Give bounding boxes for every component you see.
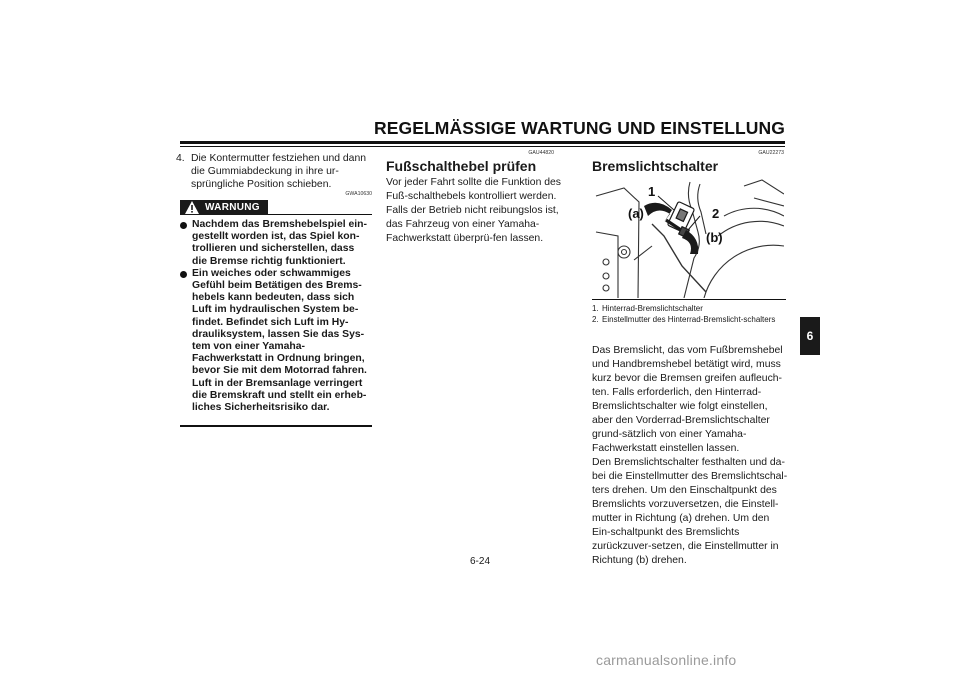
bullet-icon (180, 222, 187, 229)
step-text: Die Kontermutter festziehen und dann die Gummiabdeckung in ihre ur-sprüngliche Position schieben. (191, 153, 367, 190)
header-rule-thin (180, 146, 785, 147)
warning-list (180, 219, 372, 414)
caption-number: 1. (592, 304, 599, 313)
figure-caption (592, 315, 786, 326)
body-paragraph: Den Bremslichtschalter festhalten und da-bei die Einstellmutter des Bremslichtschal-ters drehen. Um den Einschaltpunkt des Bremslichts vorzuversetzen, die Einstell-mutter in Richtung (a) drehen. Um den Ein-schaltpunkt des Bremslichts zurückzuver-setzen, die Einstellmutter in Richtung (b) drehen. (592, 457, 788, 566)
warning-rule (268, 214, 372, 215)
caption-text: Einstellmutter des Hinterrad-Bremslicht-schalters (602, 314, 776, 324)
warning-code: GWA10630 (345, 191, 372, 197)
chapter-tab: 6 (800, 317, 820, 355)
section-code: GAU22273 (758, 150, 784, 156)
warning-end-rule (180, 425, 372, 427)
figure-label-1: 1 (648, 184, 656, 199)
warning-label: WARNUNG (205, 202, 260, 213)
figure-label-a: (a) (628, 206, 644, 221)
bullet-icon (180, 271, 187, 278)
figure-rule (592, 299, 786, 300)
figure-captions (592, 304, 786, 325)
page-number: 6-24 (469, 556, 490, 567)
rotation-arrow-a-icon (644, 203, 672, 222)
warning-item-text: Nachdem das Bremshebelspiel ein-gestellt worden ist, das Spiel kon-trollieren und sicherstellen, dass die Bremse richtig funktioniert. (192, 219, 367, 267)
figure-label-2: 2 (712, 206, 720, 221)
section-body-fussschalthebel: Vor jeder Fahrt sollte die Funktion des Fuß-schalthebels kontrolliert werden. Falls der Betrieb nicht reibungslos ist, das Fahrzeug von einer Yamaha-Fachwerkstatt überprü-fen lassen. (386, 177, 562, 244)
section-body-bremslichtschalter (592, 344, 788, 568)
warning-badge (180, 200, 268, 215)
step-number: 4. (176, 153, 185, 164)
figure-caption (592, 304, 786, 315)
body-paragraph: Das Bremslicht, das vom Fußbremshebel und Handbremshebel betätigt wird, muss kurz bevor die Bremsen greifen aufleuch-ten. Falls erforderlich, den Hinterrad-Bremslichtschalter wie folgt einstellen, aber den Vorderrad-Bremslichtschalter grund-sätzlich von einer Yamaha-Fachwerkstatt einstellen lassen. (592, 345, 783, 454)
figure-label-b: (b) (706, 230, 723, 245)
section-title-bremslichtschalter: Bremslichtschalter (592, 158, 719, 174)
warning-item (180, 268, 372, 414)
rotation-arrow-b-icon (682, 230, 698, 254)
procedure-step-4 (176, 152, 372, 191)
section-title-fussschalthebel: Fußschalthebel prüfen (386, 158, 537, 174)
page-header-title: REGELMÄSSIGE WARTUNG UND EINSTELLUNG (374, 118, 785, 138)
warning-triangle-icon (184, 200, 200, 215)
caption-number: 2. (592, 314, 599, 324)
warning-item-text: Ein weiches oder schwammiges Gefühl beim Betätigen des Brems-hebels kann bedeuten, dass sich Luft im hydraulischen System be-findet. Befindet sich Luft im Hy-drauliksystem, lassen Sie das Sys-tem von einer Yamaha-Fachwerkstatt in Ordnung bringen, bevor Sie mit dem Motorrad fahren. Luft in der Bremsanlage verringert die Bremskraft und stellt ein erheb-liches Sicherheitsrisiko dar. (192, 267, 367, 414)
watermark: carmanualsonline.info (596, 652, 737, 668)
caption-text: Hinterrad-Bremslichtschalter (602, 304, 703, 313)
section-code: GAU44820 (528, 150, 554, 156)
header-rule (180, 141, 785, 144)
warning-item (180, 219, 372, 268)
brake-light-switch-figure (594, 176, 784, 298)
